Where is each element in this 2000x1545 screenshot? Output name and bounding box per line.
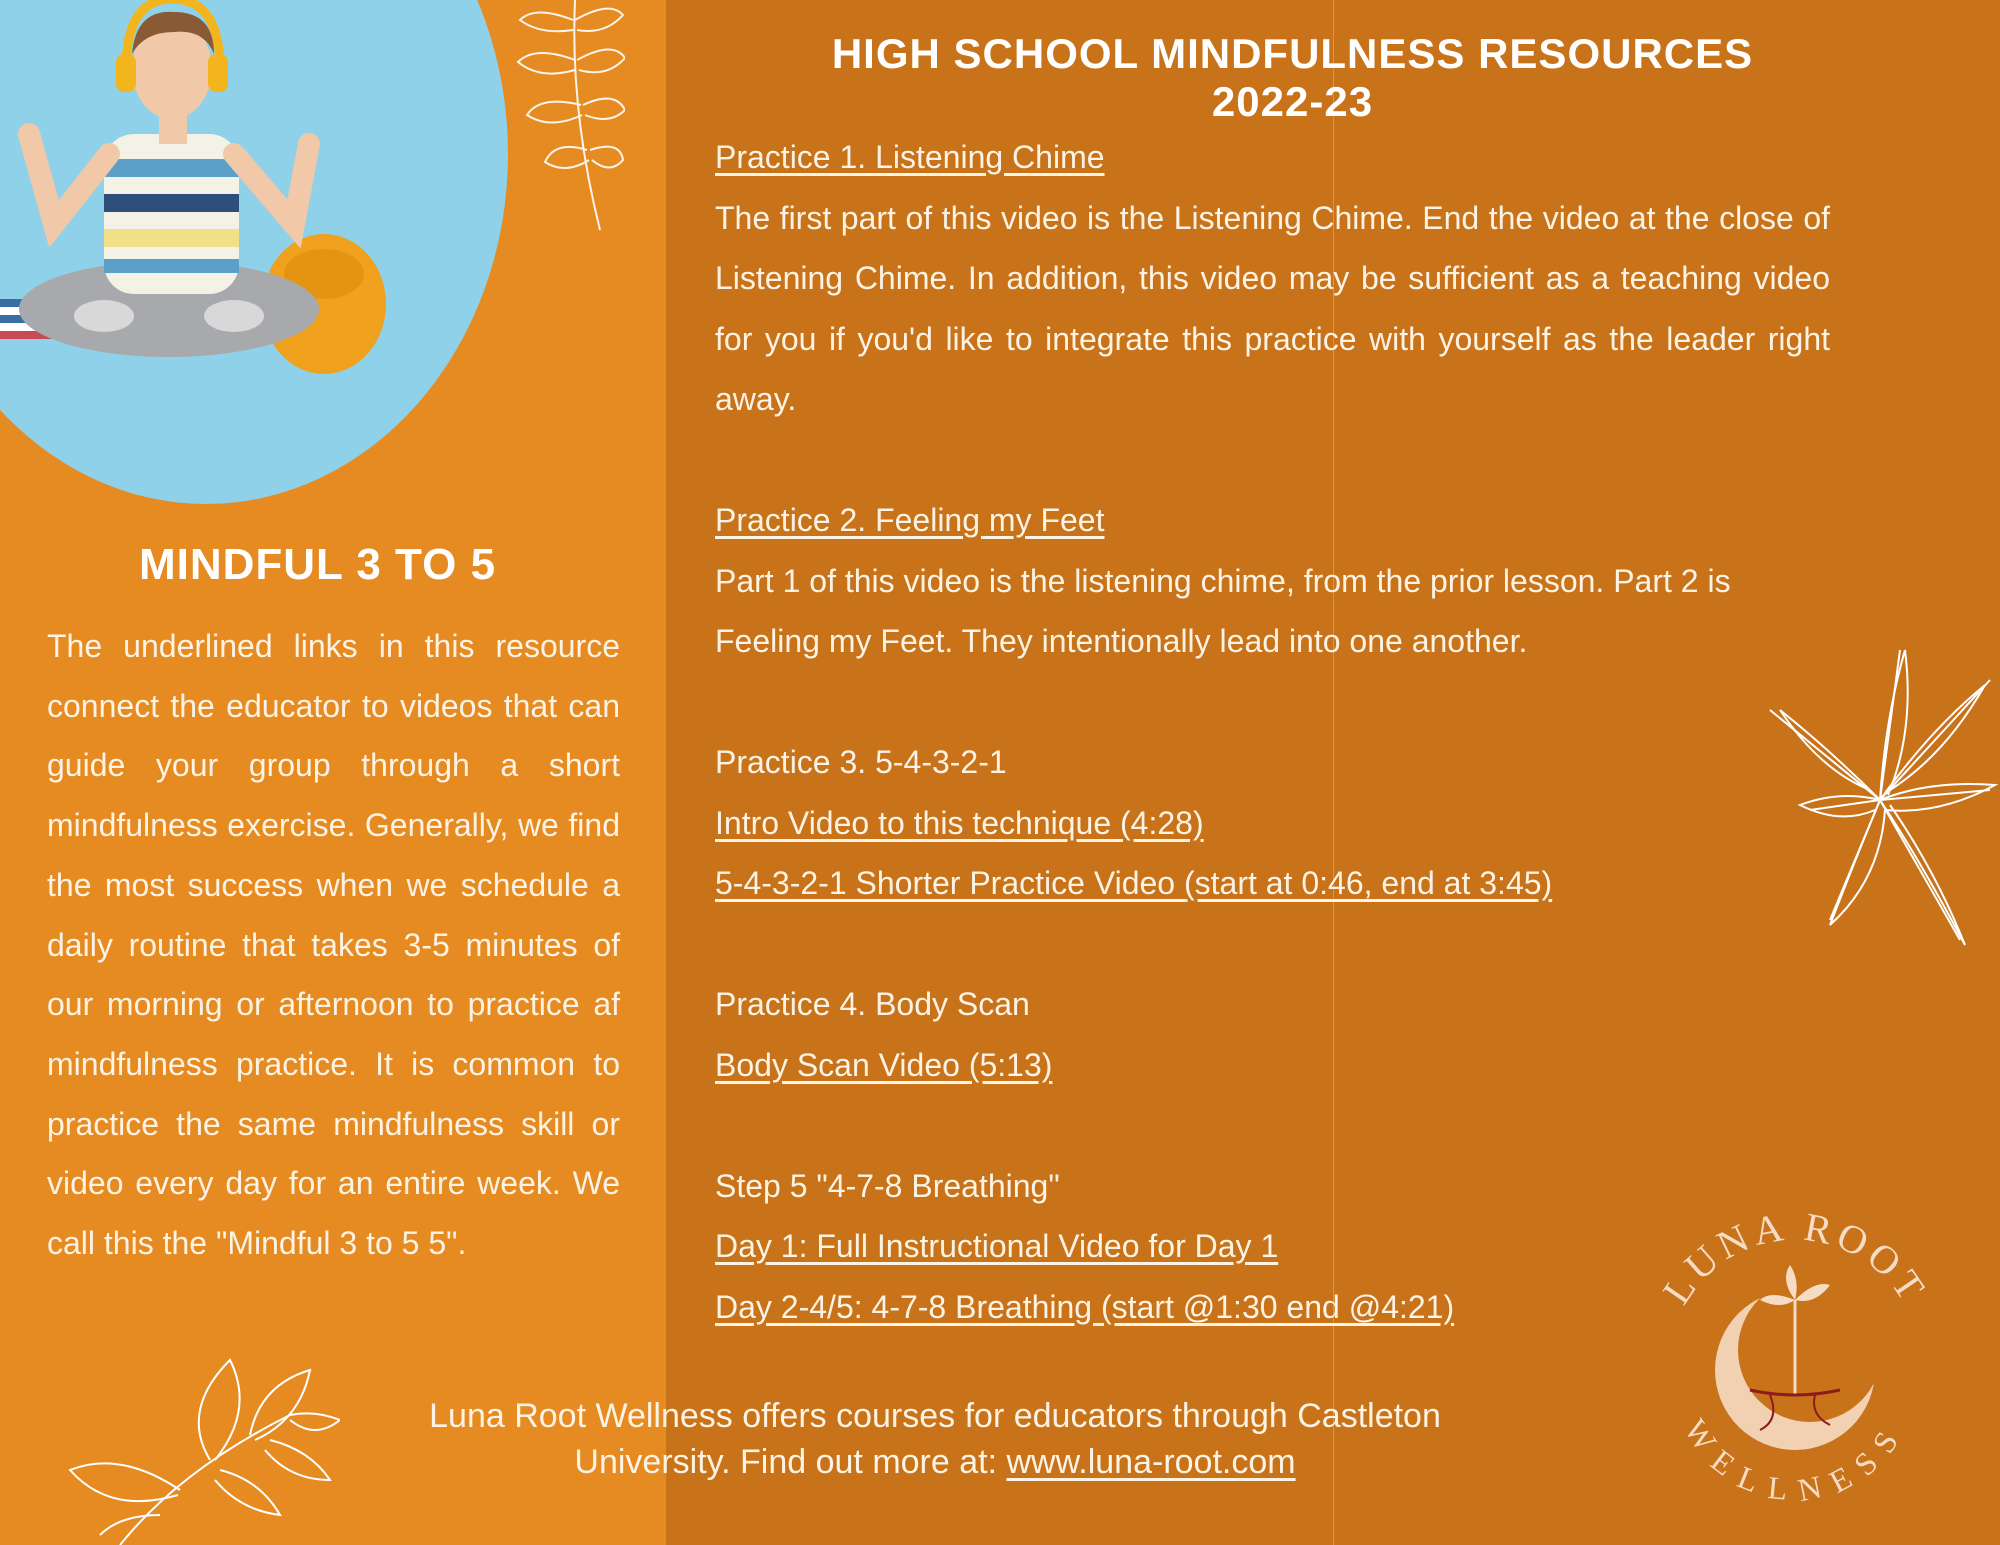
practice-4-heading: Practice 4. Body Scan (715, 986, 1030, 1022)
practice-3-heading: Practice 3. 5-4-3-2-1 (715, 744, 1007, 780)
practice-2-link[interactable]: Practice 2. Feeling my Feet (715, 502, 1105, 538)
page-title (780, 30, 1805, 126)
footer-website-link[interactable]: www.luna-root.com (1006, 1443, 1296, 1481)
practice-2-text: Part 1 of this video is the listening chime, from the prior lesson. Part 2 is Feeling my Feet. They intentionally lead into one another. (715, 562, 1731, 659)
svg-text:WELLNESS: WELLNESS (1677, 1412, 1913, 1509)
practices-content (715, 127, 1830, 1337)
left-body-text: The underlined links in this resource connect the educator to videos that can guide your group through a short mindfulness exercise. Generally, we find the most success when we schedule a daily routine that takes 3-5 minutes of our morning or afternoon to practice af mindfulness practice. It is common to practice the same mindfulness skill or video every day for an entire week. We call this the "Mindful 3 to 5 5". (47, 628, 620, 1262)
footer-line2 (295, 1439, 1575, 1485)
practice-3-intro-link[interactable]: Intro Video to this technique (4:28) (715, 804, 1204, 841)
footer-line2-text: University. Find out more at: (574, 1443, 1007, 1481)
practice-5-day1-link[interactable]: Day 1: Full Instructional Video for Day 1 (715, 1228, 1279, 1264)
svg-text:LUNA ROOT: LUNA ROOT (1653, 1203, 1937, 1312)
footer (295, 1393, 1575, 1485)
page-title-line1: HIGH SCHOOL MINDFULNESS RESOURCES (831, 30, 1754, 77)
leaf-branch-top-icon (515, 0, 625, 235)
practice-3-short-link[interactable]: 5-4-3-2-1 Shorter Practice Video (start at 0:46, end at 3:45) (715, 865, 1553, 901)
practice-1-text: The first part of this video is the Listening Chime. End the video at the close of Listening Chime. In addition, this video may be sufficient as a teaching video for you if you'd like to integrate this practice with yourself as the leader right away. (715, 199, 1830, 417)
practice-5-heading: Step 5 "4-7-8 Breathing" (715, 1167, 1060, 1204)
left-heading: MINDFUL 3 TO 5 (138, 540, 497, 589)
page-title-line2: 2022-23 (1211, 78, 1374, 125)
practice-4-body-scan-link[interactable]: Body Scan Video (5:13) (715, 1046, 1053, 1083)
practice-1-link[interactable]: Practice 1. Listening Chime (715, 139, 1105, 175)
practice-5-day2-link[interactable]: Day 2-4/5: 4-7-8 Breathing (start @1:30 end @4:21) (715, 1288, 1455, 1325)
footer-line1: Luna Root Wellness offers courses for educators through Castleton (429, 1397, 1441, 1435)
